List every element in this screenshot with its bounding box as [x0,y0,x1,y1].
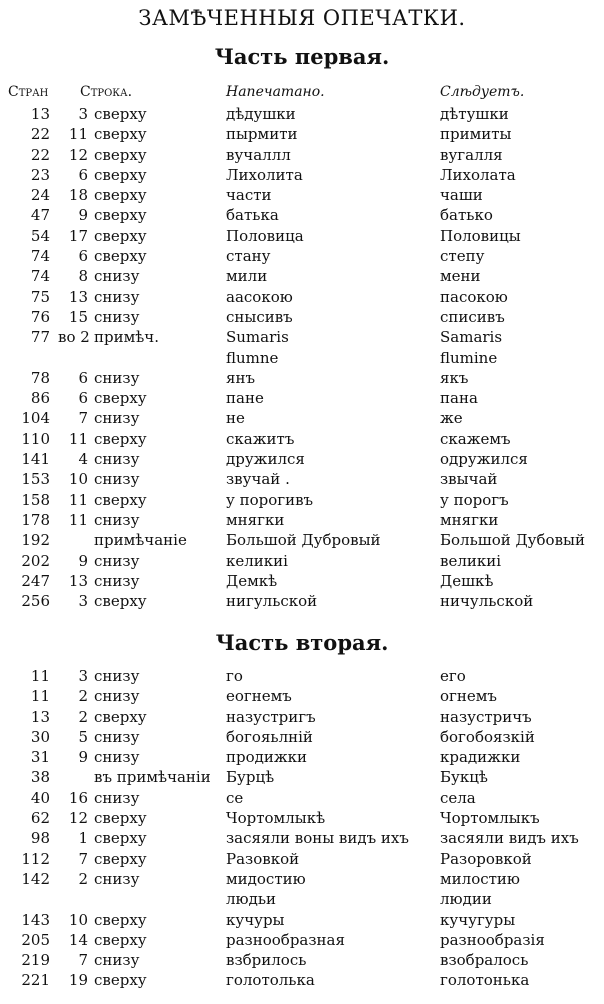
page-number: 202 [21,551,50,570]
printed-text: кучуры [226,910,285,929]
line-number: 13 [68,287,88,306]
line-position: снизу [94,510,140,529]
page-number: 75 [30,287,50,306]
line-number: 11 [68,125,88,144]
line-position: сверху [94,186,147,205]
errata-row [0,408,604,428]
correct-text: крадижки [440,748,521,767]
printed-text: Большой Дубровый [226,531,381,550]
line-position: сверху [94,849,147,868]
page-number: 76 [30,307,50,326]
printed-text: богояьлній [226,727,313,746]
line-position: снизу [94,869,140,888]
errata-row [0,727,604,747]
line-number: во 2 [58,328,90,347]
correct-text: Дешкѣ [440,571,494,590]
page-number: 142 [21,869,50,888]
line-position: снизу [94,307,140,326]
line-number: 3 [78,592,88,611]
errata-row [0,849,604,869]
correct-text: Разоровкой [440,849,532,868]
page-number: 11 [30,667,50,685]
page-number: 192 [21,531,50,550]
correct-text: взобралось [440,951,529,970]
line-position: сверху [94,809,147,828]
errata-row [0,490,604,510]
correct-text: засяяли видъ ихъ [440,829,579,848]
page-number: 86 [30,389,50,408]
line-number: 12 [68,809,88,828]
line-position: сверху [94,930,147,949]
line-ref [58,185,147,205]
line-position: снизу [94,667,140,685]
line-ref [58,348,94,368]
page-number: 219 [21,951,50,970]
line-ref [58,950,139,970]
line-ref [58,930,147,950]
errata-row [0,930,604,950]
line-number: 12 [68,145,88,164]
correct-text: голотонька [440,971,530,990]
errata-row [0,145,604,165]
line-position: сверху [94,389,147,408]
line-number: 2 [78,707,88,726]
line-ref [58,124,147,144]
errata-row [0,970,604,990]
correct-text: Половицы [440,226,521,245]
printed-text: Sumaris [226,328,289,347]
printed-text: еогнемъ [226,687,292,706]
line-number: 6 [78,165,88,184]
correct-text: одружился [440,450,528,469]
errata-row [0,226,604,246]
correct-text: степу [440,247,485,266]
printed-text: Лихолита [226,165,303,184]
line-ref [58,970,147,990]
line-number: 11 [68,510,88,529]
line-ref [58,747,139,767]
line-number: 7 [78,409,88,428]
errata-row [0,571,604,591]
correct-text: разнообразія [440,930,545,949]
page-number: 247 [21,571,50,590]
printed-text: у порогивъ [226,490,314,509]
errata-row [0,266,604,286]
errata-row [0,124,604,144]
page-number: 221 [21,971,50,990]
errata-row [0,666,604,686]
correct-text: милостию [440,869,520,888]
line-ref [58,104,147,124]
page-number: 153 [21,470,50,489]
page-number: 22 [30,145,50,164]
line-position: сверху [94,105,147,123]
printed-text: янъ [226,368,256,387]
printed-text: продижки [226,748,308,767]
printed-text: части [226,186,272,205]
page-number: 54 [30,226,50,245]
line-position: снизу [94,788,140,807]
line-number: 3 [78,105,88,123]
line-number: 11 [68,490,88,509]
errata-row [0,469,604,489]
correct-text: богобоязкій [440,727,535,746]
printed-text: пырмити [226,125,298,144]
errata-row [0,707,604,727]
line-ref [58,530,187,550]
line-position: сверху [94,429,147,448]
page-number: 40 [30,788,50,807]
line-position: сверху [94,910,147,929]
page-number: 112 [21,849,50,868]
page-number: 77 [30,328,50,347]
line-position: снизу [94,571,140,590]
line-ref [58,571,139,591]
line-ref [58,165,147,185]
line-ref [58,490,147,510]
printed-text: flumne [226,348,279,367]
page-number: 23 [30,165,50,184]
correct-text: звычай [440,470,498,489]
header-printed: Напечатано. [226,84,325,100]
line-ref [58,449,139,469]
line-position: сверху [94,707,147,726]
line-position: снизу [94,687,140,706]
correct-text: якъ [440,368,469,387]
line-position: снизу [94,287,140,306]
line-ref [58,707,147,727]
page-number: 74 [30,267,50,286]
printed-text: Половица [226,226,304,245]
line-number: 7 [78,951,88,970]
errata-table-part-two [0,666,604,991]
errata-row [0,287,604,307]
printed-text: аасокою [226,287,293,306]
line-number: 9 [78,748,88,767]
line-position: снизу [94,551,140,570]
line-position: примѣч. [94,328,159,347]
line-number: 8 [78,267,88,286]
correct-text: огнемъ [440,687,497,706]
line-number: 6 [78,368,88,387]
page-number: 104 [21,409,50,428]
line-position: сверху [94,125,147,144]
correct-text: Лихолата [440,165,516,184]
printed-text: нигульской [226,592,318,611]
errata-row [0,388,604,408]
line-ref [58,767,211,787]
line-position: сверху [94,165,147,184]
line-number: 19 [68,971,88,990]
correct-text: села [440,788,476,807]
page-number: 11 [30,687,50,706]
printed-text: засяяли воны видъ ихъ [226,829,409,848]
errata-row [0,767,604,787]
line-number: 2 [78,869,88,888]
line-number: 7 [78,849,88,868]
correct-text: примиты [440,125,512,144]
printed-text: людьи [226,890,276,909]
errata-row [0,686,604,706]
line-position: въ примѣчаніи [94,768,211,787]
page-number: 30 [30,727,50,746]
page-number: 158 [21,490,50,509]
line-ref [58,368,139,388]
printed-text: дѣдушки [226,105,296,123]
line-ref [58,686,139,706]
correct-text: людии [440,890,492,909]
line-position: снизу [94,409,140,428]
errata-row [0,788,604,808]
correct-text: великиі [440,551,502,570]
line-ref [58,226,147,246]
errata-row [0,307,604,327]
page-number: 74 [30,247,50,266]
line-ref [58,828,147,848]
line-position: снизу [94,450,140,469]
correct-text: его [440,667,466,685]
line-ref [58,205,147,225]
printed-text: мнягки [226,510,285,529]
line-number: 13 [68,571,88,590]
page-number: 110 [21,429,50,448]
errata-row [0,205,604,225]
line-ref [58,788,139,808]
printed-text: Разовкой [226,849,300,868]
printed-text: стану [226,247,271,266]
header-should: Слѣдуетъ. [440,84,525,100]
errata-row [0,747,604,767]
line-ref [58,266,139,286]
errata-row [0,104,604,124]
printed-text: го [226,667,243,685]
line-number: 15 [68,307,88,326]
line-ref [58,591,147,611]
line-ref [58,246,147,266]
page-number: 22 [30,125,50,144]
errata-row [0,889,604,909]
printed-text: снысивъ [226,307,293,326]
line-number: 11 [68,429,88,448]
correct-text: пасокою [440,287,508,306]
page-number: 98 [30,829,50,848]
printed-text: Демкѣ [226,571,278,590]
line-position: сверху [94,592,147,611]
line-position: сверху [94,829,147,848]
page-number: 141 [21,450,50,469]
line-number: 6 [78,389,88,408]
line-number: 2 [78,687,88,706]
errata-row [0,327,604,347]
page-number: 78 [30,368,50,387]
line-number: 5 [78,727,88,746]
printed-text: келикиі [226,551,288,570]
line-position: сверху [94,206,147,225]
line-number: 14 [68,930,88,949]
printed-text: назустригъ [226,707,316,726]
printed-text: взбрилось [226,951,307,970]
errata-row [0,510,604,530]
line-number: 17 [68,226,88,245]
errata-row [0,348,604,368]
line-position: сверху [94,145,147,164]
line-position: сверху [94,247,147,266]
line-position: снизу [94,748,140,767]
page-number: 24 [30,186,50,205]
correct-text: батько [440,206,493,225]
line-ref [58,388,147,408]
printed-text: голотолька [226,971,315,990]
line-number: 4 [78,450,88,469]
correct-text: скажемъ [440,429,511,448]
printed-text: се [226,788,244,807]
line-position: сверху [94,490,147,509]
printed-text: батька [226,206,279,225]
page-title: ЗАМѢЧЕННЫЯ ОПЕЧАТКИ. [138,6,466,30]
part-one-title: Часть первая. [214,44,390,69]
line-number: 6 [78,247,88,266]
line-ref [58,510,139,530]
line-ref [58,429,147,449]
correct-text: вугалля [440,145,503,164]
errata-row [0,165,604,185]
header-page: Стран [8,84,49,100]
page-number: 178 [21,510,50,529]
line-position: сверху [94,971,147,990]
line-number: 16 [68,788,88,807]
correct-text: ничульской [440,592,534,611]
correct-text: у порогъ [440,490,509,509]
correct-text: Большой Дубовый [440,531,585,550]
errata-row [0,185,604,205]
printed-text: разнообразная [226,930,345,949]
errata-row [0,808,604,828]
line-ref [58,910,147,930]
line-position: снизу [94,951,140,970]
line-number: 10 [68,470,88,489]
errata-row [0,530,604,550]
line-number: 1 [78,829,88,848]
errata-row [0,551,604,571]
errata-row [0,429,604,449]
line-number: 18 [68,186,88,205]
correct-text: мнягки [440,510,499,529]
line-ref [58,408,139,428]
line-ref [58,307,139,327]
errata-table-part-one [0,104,604,611]
line-ref [58,727,139,747]
page-number: 13 [30,105,50,123]
line-number: 10 [68,910,88,929]
errata-row [0,591,604,611]
printed-text: дружился [226,450,305,469]
correct-text: чаши [440,186,483,205]
correct-text: Samaris [440,328,503,347]
errata-row [0,449,604,469]
line-position: примѣчаніе [94,531,187,550]
printed-text: звучай . [226,470,290,489]
line-ref [58,889,94,909]
printed-text: пане [226,389,264,408]
printed-text: вучаллл [226,145,291,164]
page-number: 31 [30,748,50,767]
correct-text: мени [440,267,481,286]
errata-row [0,828,604,848]
correct-text: дѣтушки [440,105,509,123]
line-ref [58,808,147,828]
page-number: 38 [30,768,50,787]
printed-text: не [226,409,245,428]
page-number: 62 [30,809,50,828]
page-number: 143 [21,910,50,929]
line-ref [58,551,139,571]
printed-text: мили [226,267,268,286]
correct-text: кучугуры [440,910,516,929]
line-ref [58,469,139,489]
correct-text: же [440,409,463,428]
printed-text: скажитъ [226,429,295,448]
correct-text: назустричъ [440,707,532,726]
page-number: 205 [21,930,50,949]
correct-text: пана [440,389,478,408]
line-position: снизу [94,727,140,746]
line-number: 9 [78,551,88,570]
line-number: 9 [78,206,88,225]
line-ref [58,869,139,889]
page-number: 256 [21,592,50,611]
printed-text: Бурцѣ [226,768,275,787]
correct-text: списивъ [440,307,505,326]
line-position: снизу [94,470,140,489]
line-ref [58,327,159,347]
errata-row [0,246,604,266]
line-position: снизу [94,368,140,387]
correct-text: flumine [440,348,498,367]
page-number: 13 [30,707,50,726]
part-two-title: Часть вторая. [215,630,389,655]
line-ref [58,849,147,869]
correct-text: Чортомлыкъ [440,809,540,828]
errata-row [0,368,604,388]
errata-row [0,869,604,889]
line-position: снизу [94,267,140,286]
line-ref [58,287,139,307]
printed-text: мидостию [226,869,306,888]
printed-text: Чортомлыкѣ [226,809,326,828]
page-number: 47 [30,206,50,225]
line-ref [58,666,139,686]
correct-text: Букцѣ [440,768,488,787]
line-ref [58,145,147,165]
line-position: сверху [94,226,147,245]
line-number: 3 [78,667,88,685]
errata-row [0,950,604,970]
header-line: Строка. [80,84,133,100]
errata-row [0,910,604,930]
